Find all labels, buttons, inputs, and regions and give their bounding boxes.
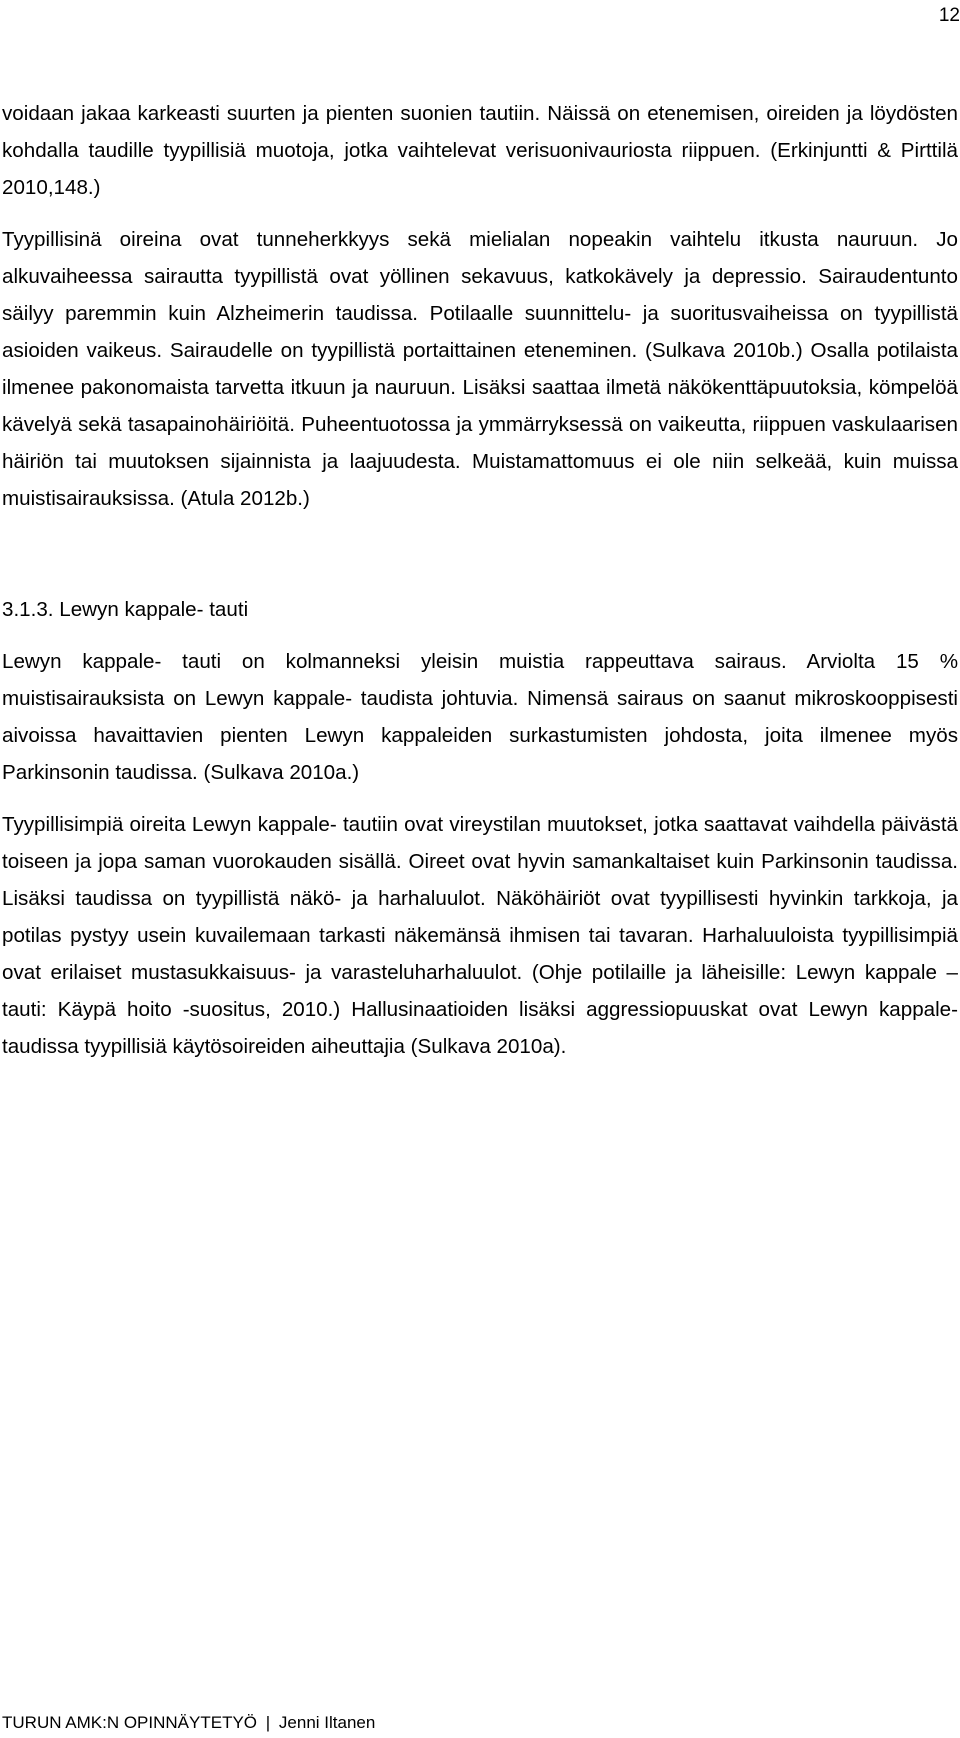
footer-author: Jenni Iltanen [278, 1713, 376, 1732]
page-footer [2, 1712, 375, 1734]
paragraph-vascular-symptoms: Tyypillisinä oireina ovat tunneherkkyys sekä mielialan nopeakin vaihtelu itkusta nauruun. Jo alkuvaiheessa sairautta tyypillistä ovat yöllinen sekavuus, katkokävely ja depressio. Sairaudentunto säilyy paremmin kuin Alzheimerin taudissa. Potilaalle suunnittelu- ja suoritusvaiheissa on tyypillistä asioiden vaikeus. Sairaudelle on tyypillistä portaittainen eteneminen. (Sulkava 2010b.) Osalla potilaista ilmenee pakonomaista tarvetta itkuun ja nauruun. Lisäksi saattaa ilmetä näkökenttäpuutoksia, kömpelöä kävelyä sekä tasapainohäiriöitä. Puheentuotossa ja ymmärryksessä on vaikeutta, riippuen vaskulaarisen häiriön tai muutoksen sijainnista ja laajuudesta. Muistamattomuus ei ole niin selkeää, kuin muissa muistisairauksissa. (Atula 2012b.) [2, 228, 958, 510]
paragraph-lewy-intro: Lewyn kappale- tauti on kolmanneksi yleisin muistia rappeuttava sairaus. Arviolta 15 % muistisairauksista on Lewyn kappale- taudista johtuvia. Nimensä sairaus on saanut mikroskooppisesti aivoissa havaittavien pienten Lewyn kappaleiden surkastumisten johdosta, joita ilmenee myös Parkinsonin taudissa. (Sulkava 2010a.) [2, 650, 958, 784]
footer-institution: TURUN AMK:N OPINNÄYTETYÖ [2, 1713, 258, 1732]
paragraph-gap [2, 628, 958, 643]
paragraph-gap [2, 206, 958, 221]
page-number: 12 [938, 5, 960, 26]
paragraph-gap [2, 791, 958, 806]
document-body [2, 95, 958, 1065]
section-gap [2, 517, 958, 591]
footer-separator: | [265, 1713, 271, 1732]
section-heading: 3.1.3. Lewyn kappale- tauti [2, 598, 249, 621]
paragraph-vascular-intro: voidaan jakaa karkeasti suurten ja pienten suonien tautiin. Näissä on etenemisen, oireiden ja löydösten kohdalla taudille tyypillisiä muotoja, jotka vaihtelevat verisuonivauriosta riippuen. (Erkinjuntti & Pirttilä 2010,148.) [2, 102, 958, 199]
paragraph-lewy-symptoms: Tyypillisimpiä oireita Lewyn kappale- tautiin ovat vireystilan muutokset, jotka saattavat vaihdella päivästä toiseen ja jopa saman vuorokauden sisällä. Oireet ovat hyvin samankaltaiset kuin Parkinsonin taudissa. Lisäksi taudissa on tyypillistä näkö- ja harhaluulot. Näköhäiriöt ovat tyypillisesti hyvinkin tarkkoja, ja potilas pystyy usein kuvailemaan tarkasti näkemänsä ihmisen tai tavaran. Harhaluuloista tyypillisimpiä ovat erilaiset mustasukkaisuus- ja varasteluharhaluulot. (Ohje potilaille ja läheisille: Lewyn kappale – tauti: Käypä hoito -suositus, 2010.) Hallusinaatioiden lisäksi aggressiopuuskat ovat Lewyn kappale- taudissa tyypillisiä käytösoireiden aiheuttajia (Sulkava 2010a). [2, 813, 958, 1058]
